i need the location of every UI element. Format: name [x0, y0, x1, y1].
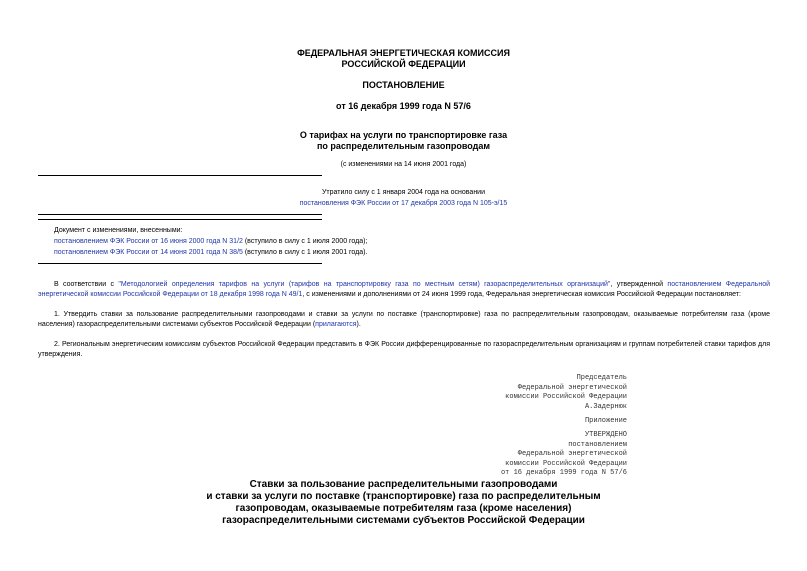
attached-link[interactable]: прилагаются [315, 321, 357, 328]
appendix-title-line: газопроводам, оказываемые потребителям газа (кроме населения) [235, 503, 572, 514]
doc-title-line1: О тарифах на услуги по транспортировке газа [299, 130, 508, 140]
divider [38, 219, 322, 220]
paragraph-item-2: 2. Региональным энергетическим комиссиям субъектов Российской Федерации представить в ФЭК России дифференцированные по газораспределительным организациям и группам потребителей ставки тарифов для утверждения. [38, 341, 770, 358]
changes-item [54, 249, 367, 256]
text: , с изменениями и дополнениями от 24 июня 1999 года, Федеральная энергетическая комиссия Российской Федерации постановляет: [302, 291, 741, 298]
doc-date: от 16 декабря 1999 года N 57/6 [336, 101, 471, 111]
approval-block [440, 431, 627, 479]
paragraph-preamble [38, 280, 770, 300]
approval-line: от 16 декабря 1999 года N 57/6 [500, 469, 627, 477]
divider [38, 175, 322, 176]
doc-title-line2: по распределительным газопроводам [316, 141, 490, 151]
approval-line: постановлением [568, 440, 627, 449]
signature-line: А.Задернюк [584, 402, 627, 411]
text: В соответствии с [54, 281, 119, 288]
approved-label: УТВЕРЖДЕНО [584, 431, 627, 439]
org-name-line2: РОССИЙСКОЙ ФЕДЕРАЦИИ [341, 59, 466, 69]
changes-link[interactable]: постановлением ФЭК России от 14 июня 2001 года N 38/5 [54, 249, 243, 256]
divider [38, 214, 322, 215]
changes-link[interactable]: постановлением ФЭК России от 16 июня 2000 года N 31/2 [54, 238, 243, 245]
text: ). [356, 321, 361, 328]
signature-block [440, 374, 627, 412]
paragraph-item-1 [38, 310, 770, 330]
changes-note: (вступило в силу с 1 июля 2001 года). [242, 249, 368, 256]
amendment-note: (с изменениями на 14 июня 2001 года) [340, 161, 467, 168]
methodology-link[interactable]: "Методологией определения тарифов на услуги (тарифов на транспортировку газа по местным сетям) газораспределительных организаций" [118, 281, 611, 288]
signature-line: комиссии Российской Федерации [505, 393, 627, 401]
appendix-title-line: и ставки за услуги по поставке (транспортировке) газа по распределительным [206, 491, 601, 502]
validity-link[interactable]: постановления ФЭК России от 17 декабря 2003 года N 105-э/15 [299, 200, 508, 207]
divider [38, 263, 322, 264]
validity-line: Утратило силу с 1 января 2004 года на основании [321, 189, 486, 196]
changes-note: (вступило в силу с 1 июля 2000 года); [242, 238, 368, 245]
org-name-line1: ФЕДЕРАЛЬНАЯ ЭНЕРГЕТИЧЕСКАЯ КОМИССИЯ [297, 48, 510, 58]
signature-line: Председатель [576, 374, 627, 382]
appendix-title [0, 479, 807, 527]
changes-intro: Документ с изменениями, внесенными: [54, 227, 183, 234]
doc-type: ПОСТАНОВЛЕНИЕ [362, 80, 445, 90]
appendix-title-line: газораспределительными системами субъектов Российской Федерации [222, 515, 585, 526]
appendix-title-line: Ставки за пользование распределительными газопроводами [249, 479, 558, 490]
resolution-link[interactable]: постановлением Федеральной энергетической комиссии Российской Федерации от 18 декабря 1998 года N 49/1 [38, 281, 770, 298]
text: , утвержденной [610, 281, 668, 288]
approval-line: комиссии Российской Федерации [505, 459, 627, 468]
changes-item [54, 238, 367, 245]
text: 1. Утвердить ставки за пользование распределительными газопроводами и ставки за услуги по поставке (транспортировке) газа по распределительным газопроводам, оказываемые потребителям газа (кроме населения) газораспределительными системами субъектов Российской Федерации ( [38, 311, 770, 328]
signature-line: Федеральной энергетической [517, 383, 627, 392]
approval-line: Федеральной энергетической [517, 450, 627, 458]
appendix-label: Приложение [584, 417, 627, 425]
